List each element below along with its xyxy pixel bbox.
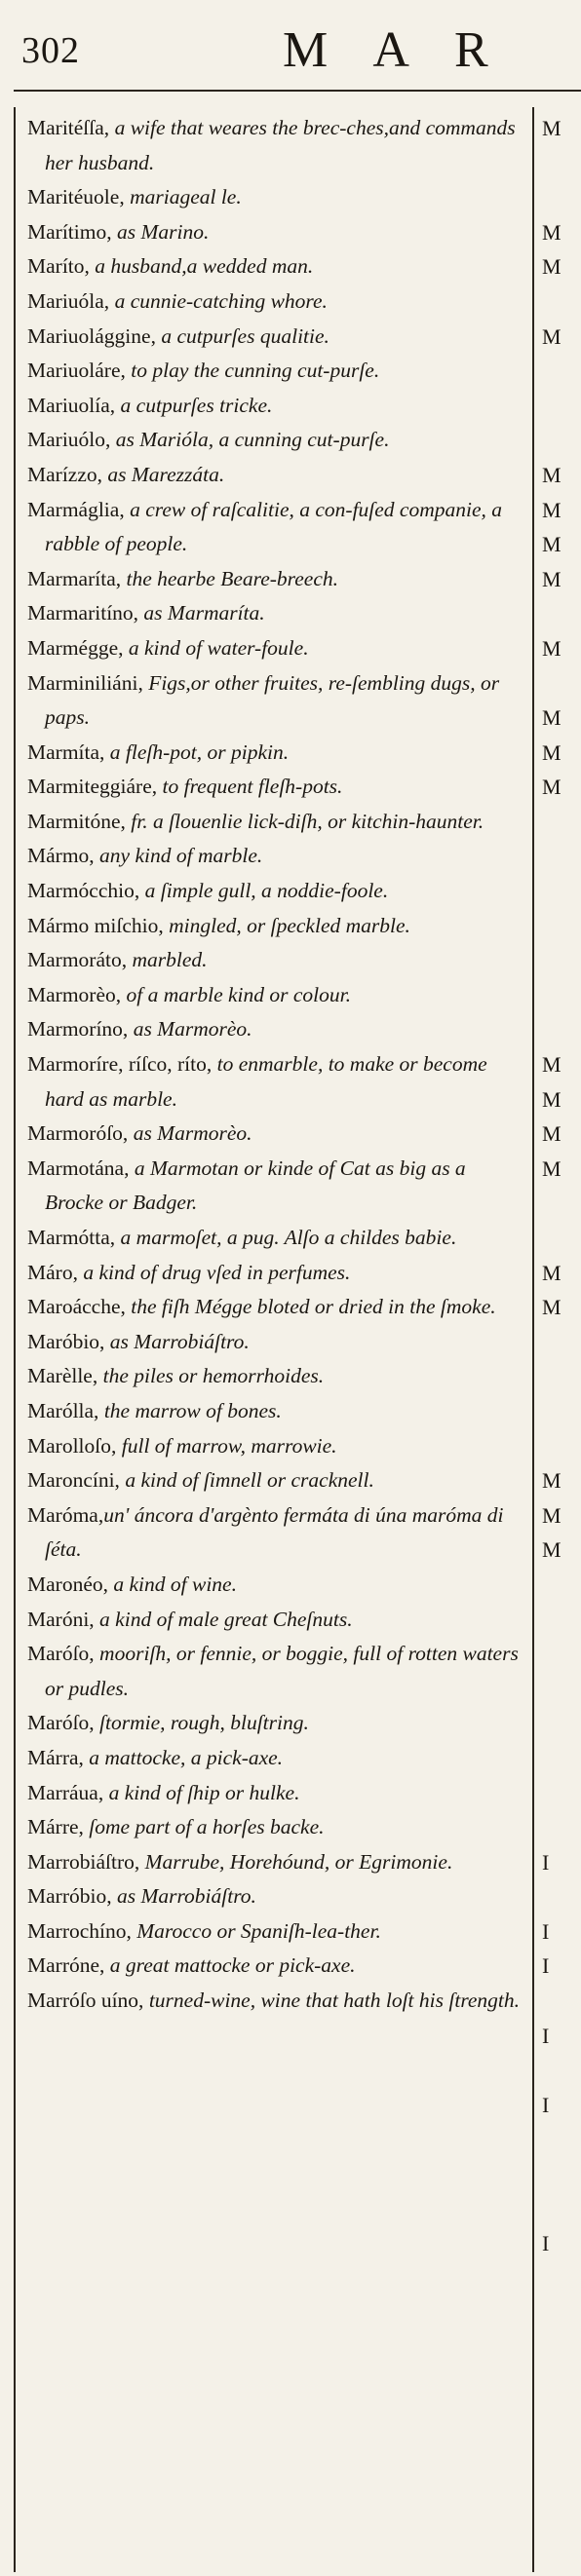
fragment-letter: M bbox=[542, 323, 562, 349]
fragment-letter: M bbox=[542, 116, 562, 140]
entry-headword: Maróma, bbox=[27, 1502, 104, 1527]
entry-definition: to frequent fleſh-pots. bbox=[157, 775, 343, 799]
fragment-letter: I bbox=[542, 1953, 550, 1979]
entry-headword: Maróbio, bbox=[27, 1329, 105, 1353]
dictionary-entry bbox=[27, 389, 526, 424]
dictionary-entry bbox=[27, 284, 526, 320]
fragment-letter bbox=[542, 874, 581, 909]
dictionary-entry bbox=[27, 596, 526, 631]
dictionary-entry bbox=[27, 1117, 526, 1152]
entry-headword: Mariuóla, bbox=[27, 288, 110, 313]
dictionary-entry bbox=[27, 215, 526, 250]
entry-headword: Marminiliáni, bbox=[27, 670, 143, 695]
dictionary-entry bbox=[27, 978, 526, 1013]
entry-definition: of a marble kind or colour. bbox=[121, 982, 352, 1006]
dictionary-entry bbox=[27, 1984, 526, 2019]
entry-definition: full of marrow, marrowie. bbox=[116, 1433, 337, 1458]
fragment-letter: M bbox=[542, 254, 562, 280]
fragment-letter: M bbox=[542, 1295, 562, 1320]
entry-headword: Márre, bbox=[27, 1815, 84, 1839]
entry-headword: Mariuolía, bbox=[27, 393, 116, 417]
fragment-letter bbox=[542, 180, 581, 215]
entry-definition: a husband,a wedded man. bbox=[89, 254, 314, 279]
entry-definition: as Marmorèo. bbox=[128, 1017, 252, 1042]
dictionary-entry bbox=[27, 631, 526, 666]
fragment-letter: M bbox=[542, 497, 562, 522]
entry-headword: Marmíta, bbox=[27, 739, 105, 764]
dictionary-entry bbox=[27, 1394, 526, 1429]
entry-headword: Marmáglia, bbox=[27, 497, 125, 521]
entry-headword: Maróſo, bbox=[27, 1642, 95, 1666]
entry-headword: Maritéuole, bbox=[27, 185, 125, 209]
entry-headword: Marmiteggiáre, bbox=[27, 775, 158, 799]
entry-definition: as Marmaríta. bbox=[138, 601, 265, 625]
fragment-letter: M bbox=[542, 1260, 562, 1285]
entry-definition: a kind of drug vſed in perfumes. bbox=[77, 1260, 351, 1284]
entry-headword: Marmégge, bbox=[27, 635, 124, 660]
entry-definition: the fiſh Mégge bloted or dried in the ſmoke. bbox=[125, 1295, 496, 1319]
fragment-letter bbox=[542, 1221, 581, 1256]
adjacent-column-fragment bbox=[542, 111, 581, 2261]
dictionary-entry bbox=[27, 1706, 526, 1741]
dictionary-entry bbox=[27, 1637, 526, 1706]
entry-headword: Mármo miſchio, bbox=[27, 913, 164, 937]
fragment-letter bbox=[542, 1429, 581, 1464]
fragment-letter bbox=[542, 1394, 581, 1429]
entry-headword: Marrochíno, bbox=[27, 1918, 132, 1943]
dictionary-entry bbox=[27, 1047, 526, 1117]
entry-headword: Marróne, bbox=[27, 1953, 105, 1978]
fragment-letter bbox=[542, 978, 581, 1013]
entry-headword: Mariuólo, bbox=[27, 428, 111, 452]
fragment-letter: M bbox=[542, 705, 562, 731]
entry-definition: the piles or hemorrhoides. bbox=[97, 1364, 325, 1388]
entry-headword: Maríto, bbox=[27, 254, 90, 279]
dictionary-entry bbox=[27, 1568, 526, 1603]
header-rule bbox=[14, 90, 581, 92]
entry-definition: a kind of male great Cheſnuts. bbox=[94, 1607, 353, 1631]
entry-headword: Maritéſſa, bbox=[27, 116, 110, 139]
dictionary-entry bbox=[27, 736, 526, 771]
dictionary-entry bbox=[27, 320, 526, 355]
dictionary-entry bbox=[27, 1290, 526, 1325]
column-divider bbox=[532, 107, 534, 2572]
entry-definition: a great mattocke or pick-axe. bbox=[104, 1953, 356, 1978]
dictionary-entry bbox=[27, 770, 526, 805]
fragment-letter: I bbox=[542, 2023, 550, 2048]
entry-definition: a cutpurſes qualitie. bbox=[155, 323, 329, 348]
dictionary-entry bbox=[27, 1741, 526, 1776]
entry-definition: mingled, or ſpeckled marble. bbox=[163, 913, 410, 937]
entry-definition: a wife that weares the brec-ches,and commands her husband. bbox=[45, 116, 516, 174]
dictionary-entry bbox=[27, 1845, 526, 1880]
fragment-letter: M bbox=[542, 1052, 562, 1078]
fragment-letter: M bbox=[542, 1468, 562, 1494]
entry-headword: Maróni, bbox=[27, 1607, 95, 1631]
entry-headword: Marmorèo, bbox=[27, 982, 122, 1006]
fragment-letter bbox=[542, 1810, 581, 1845]
running-head: M A R bbox=[283, 22, 506, 78]
entry-headword: Marmoróſo, bbox=[27, 1121, 129, 1146]
dictionary-entry bbox=[27, 1603, 526, 1638]
dictionary-entry bbox=[27, 180, 526, 215]
entry-definition: a ſimple gull, a noddie-foole. bbox=[139, 879, 389, 903]
dictionary-entry bbox=[27, 1152, 526, 1221]
fragment-letter bbox=[542, 354, 581, 389]
fragment-letter bbox=[542, 389, 581, 424]
fragment-letter: M bbox=[542, 739, 562, 765]
fragment-letter: M bbox=[542, 1155, 562, 1181]
fragment-letter: M bbox=[542, 775, 562, 800]
dictionary-entry bbox=[27, 562, 526, 597]
fragment-letter: M bbox=[542, 635, 562, 661]
entry-definition: un' áncora d'argènto fermáta di úna maróma di ſéta. bbox=[45, 1502, 504, 1562]
entry-headword: Marèlle, bbox=[27, 1364, 98, 1388]
fragment-letter bbox=[542, 1879, 581, 1914]
entry-definition: a fleſh-pot, or pipkin. bbox=[104, 739, 290, 764]
fragment-letter: I bbox=[542, 1918, 550, 1944]
fragment-letter bbox=[542, 2053, 581, 2088]
fragment-letter: M bbox=[542, 566, 562, 591]
entry-headword: Maroncíni, bbox=[27, 1468, 120, 1493]
entry-headword: Marmoráto, bbox=[27, 948, 128, 972]
entry-definition: as Marino. bbox=[111, 219, 210, 244]
dictionary-entry bbox=[27, 1221, 526, 1256]
entry-headword: Mariuoláre, bbox=[27, 359, 126, 383]
fragment-letter: M bbox=[542, 1537, 562, 1563]
dictionary-entry bbox=[27, 909, 526, 944]
fragment-letter: I bbox=[542, 2231, 550, 2256]
fragment-letter bbox=[542, 2192, 581, 2227]
entry-headword: Marrobiáſtro, bbox=[27, 1849, 140, 1874]
entry-headword: Marróſo uíno, bbox=[27, 1989, 144, 2013]
dictionary-entry bbox=[27, 1429, 526, 1464]
fragment-letter bbox=[542, 1741, 581, 1776]
entry-definition: a mattocke, a pick-axe. bbox=[83, 1745, 284, 1769]
fragment-letter bbox=[542, 1186, 581, 1221]
entry-headword: Marróbio, bbox=[27, 1884, 112, 1909]
dictionary-entry bbox=[27, 458, 526, 493]
page-number: 302 bbox=[21, 30, 80, 71]
entry-definition: as Marrobiáſtro. bbox=[111, 1884, 256, 1909]
entry-definition: mariageal le. bbox=[124, 185, 242, 209]
dictionary-entry bbox=[27, 1810, 526, 1845]
fragment-letter bbox=[542, 1325, 581, 1360]
entry-headword: Mariuolággine, bbox=[27, 323, 156, 348]
entry-headword: Marolloſo, bbox=[27, 1433, 117, 1458]
entry-headword: Márra, bbox=[27, 1745, 84, 1769]
dictionary-entry bbox=[27, 249, 526, 284]
dictionary-entry bbox=[27, 493, 526, 562]
entry-definition: Marocco or Spaniſh-lea-ther. bbox=[131, 1918, 381, 1943]
entry-headword: Marmócchio, bbox=[27, 879, 140, 903]
entry-definition: a kind of ſimnell or cracknell. bbox=[119, 1468, 374, 1493]
entry-definition: fr. a ſlouenlie lick-diſh, or kitchin-haunter. bbox=[125, 809, 484, 833]
entry-definition: as Marezzáta. bbox=[102, 462, 225, 486]
fragment-letter bbox=[542, 1672, 581, 1707]
entry-definition: a marmoſet, a pug. Alſo a childes babie. bbox=[115, 1226, 457, 1249]
dictionary-entries bbox=[27, 111, 526, 2019]
fragment-letter bbox=[542, 2122, 581, 2157]
entry-definition: ſome part of a horſes backe. bbox=[83, 1815, 325, 1839]
dictionary-entry bbox=[27, 1776, 526, 1811]
entry-headword: Marólla, bbox=[27, 1398, 99, 1422]
dictionary-entry bbox=[27, 874, 526, 909]
entry-definition: a cutpurſes tricke. bbox=[115, 393, 273, 417]
dictionary-entry bbox=[27, 1498, 526, 1568]
entry-headword: Marmaríta, bbox=[27, 566, 122, 590]
entry-headword: Marmoríre, ríſco, ríto, bbox=[27, 1052, 213, 1077]
fragment-letter bbox=[542, 2157, 581, 2192]
fragment-letter: M bbox=[542, 1121, 562, 1147]
dictionary-entry bbox=[27, 805, 526, 840]
dictionary-entry bbox=[27, 354, 526, 389]
fragment-letter bbox=[542, 943, 581, 978]
fragment-letter bbox=[542, 805, 581, 840]
dictionary-entry bbox=[27, 1949, 526, 1984]
entry-definition: a crew of raſcalitie, a con-fuſed companie, a rabble of people. bbox=[45, 497, 503, 556]
entry-definition: the marrow of bones. bbox=[98, 1398, 282, 1422]
entry-headword: Marítimo, bbox=[27, 219, 112, 244]
dictionary-entry bbox=[27, 111, 526, 180]
entry-definition: any kind of marble. bbox=[94, 844, 263, 868]
dictionary-entry bbox=[27, 423, 526, 458]
entry-definition: the hearbe Beare-breech. bbox=[121, 566, 338, 590]
page-header bbox=[0, 0, 581, 78]
fragment-letter bbox=[542, 1984, 581, 2019]
entry-headword: Marráua, bbox=[27, 1780, 104, 1804]
fragment-letter bbox=[542, 596, 581, 631]
fragment-letter bbox=[542, 1706, 581, 1741]
fragment-letter bbox=[542, 1603, 581, 1638]
fragment-letter: M bbox=[542, 462, 562, 487]
entry-definition: as Marrobiáſtro. bbox=[104, 1329, 250, 1353]
entry-definition: as Marióla, a cunning cut-purſe. bbox=[110, 428, 390, 452]
entry-definition: Figs,or other fruites, re-ſembling dugs, or paps. bbox=[45, 670, 500, 730]
dictionary-entry bbox=[27, 1325, 526, 1360]
entry-definition: to play the cunning cut-purſe. bbox=[125, 359, 380, 383]
entry-headword: Maróſo, bbox=[27, 1711, 95, 1735]
fragment-letter: I bbox=[542, 2092, 550, 2117]
fragment-letter: M bbox=[542, 1502, 562, 1528]
fragment-letter bbox=[542, 1776, 581, 1811]
entry-definition: marbled. bbox=[127, 948, 208, 972]
entry-headword: Marmoríno, bbox=[27, 1017, 129, 1042]
fragment-letter bbox=[542, 1012, 581, 1047]
fragment-letter bbox=[542, 1359, 581, 1394]
entry-headword: Maroácche, bbox=[27, 1295, 126, 1319]
entry-definition: mooriſh, or fennie, or boggie, full of rotten waters or pudles. bbox=[45, 1642, 519, 1700]
entry-definition: a Marmotan or kinde of Cat as big as a Brocke or Badger. bbox=[45, 1155, 466, 1215]
dictionary-entry bbox=[27, 1914, 526, 1950]
dictionary-entry bbox=[27, 666, 526, 736]
fragment-letter bbox=[542, 146, 581, 181]
dictionary-entry bbox=[27, 1463, 526, 1498]
fragment-letter: I bbox=[542, 1849, 550, 1875]
left-margin-rule bbox=[14, 107, 16, 2572]
entry-definition: to enmarble, to make or become hard as marble. bbox=[45, 1052, 487, 1111]
entry-definition: Marrube, Horehóund, or Egrimonie. bbox=[139, 1849, 453, 1874]
entry-headword: Mármo, bbox=[27, 844, 95, 868]
fragment-letter bbox=[542, 666, 581, 701]
entry-headword: Marmotána, bbox=[27, 1155, 130, 1180]
fragment-letter bbox=[542, 284, 581, 320]
entry-definition: turned-wine, wine that hath loſt his ſtrength. bbox=[143, 1989, 521, 2013]
entry-headword: Marízzo, bbox=[27, 462, 103, 486]
entry-definition: a kind of ſhip or hulke. bbox=[103, 1780, 300, 1804]
dictionary-entry bbox=[27, 943, 526, 978]
fragment-letter: M bbox=[542, 1086, 562, 1112]
dictionary-entry bbox=[27, 839, 526, 874]
entry-headword: Marmitóne, bbox=[27, 809, 126, 833]
dictionary-entry bbox=[27, 1359, 526, 1394]
entry-headword: Marmótta, bbox=[27, 1226, 116, 1249]
fragment-letter: M bbox=[542, 219, 562, 245]
fragment-letter bbox=[542, 423, 581, 458]
dictionary-entry bbox=[27, 1012, 526, 1047]
entry-definition: ſtormie, rough, bluſtring. bbox=[94, 1711, 309, 1735]
entry-headword: Máro, bbox=[27, 1260, 78, 1284]
entry-definition: as Marmorèo. bbox=[128, 1121, 252, 1146]
fragment-letter bbox=[542, 839, 581, 874]
dictionary-entry bbox=[27, 1256, 526, 1291]
entry-definition: a kind of wine. bbox=[108, 1572, 237, 1596]
entry-headword: Maronéo, bbox=[27, 1572, 108, 1596]
fragment-letter bbox=[542, 909, 581, 944]
dictionary-entry bbox=[27, 1879, 526, 1914]
fragment-letter bbox=[542, 1637, 581, 1672]
fragment-letter bbox=[542, 1568, 581, 1603]
fragment-letter: M bbox=[542, 532, 562, 557]
entry-headword: Marmaritíno, bbox=[27, 601, 139, 625]
entry-definition: a cunnie-catching whore. bbox=[109, 288, 328, 313]
entry-definition: a kind of water-foule. bbox=[123, 635, 309, 660]
